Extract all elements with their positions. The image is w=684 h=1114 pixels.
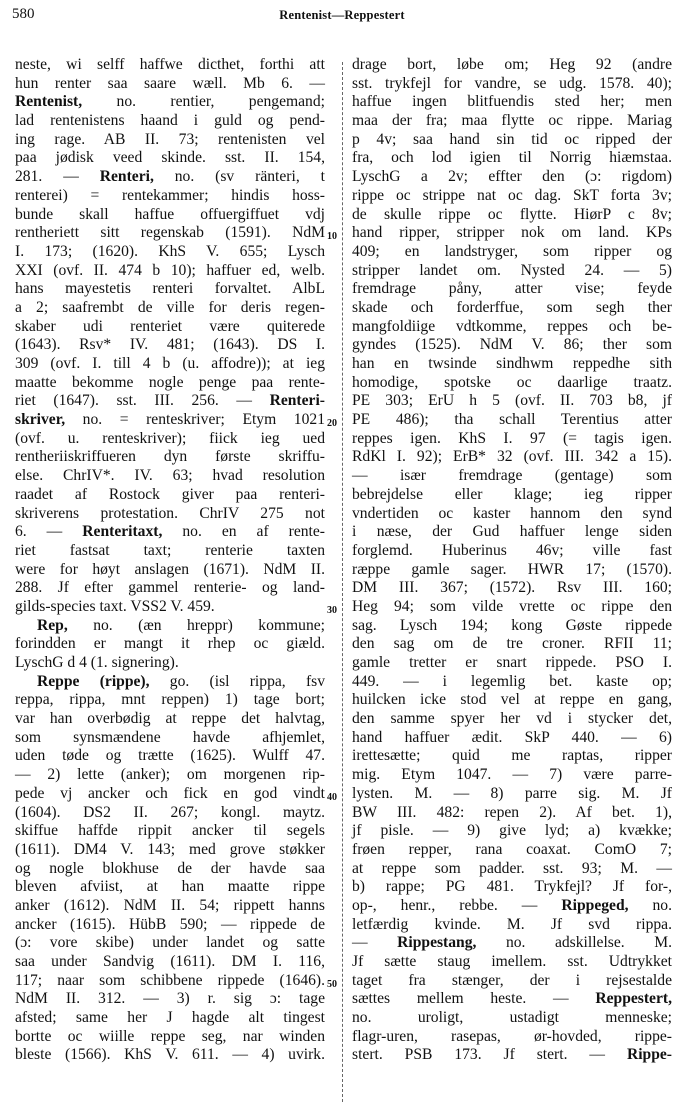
headword: Renteri, bbox=[99, 168, 154, 186]
text-line bbox=[352, 355, 672, 374]
text-line bbox=[15, 785, 325, 804]
text-segment: (ɔ: vore skibe) under landet og satte bbox=[15, 934, 325, 952]
text-line bbox=[15, 990, 325, 1009]
text-segment: bebrejdelse eller klage; ieg ripper bbox=[352, 485, 672, 503]
text-line bbox=[15, 224, 325, 243]
text-line bbox=[15, 1009, 325, 1028]
text-segment: hun renter saa saare wæll. Mb 6. — bbox=[15, 74, 325, 92]
text-line bbox=[352, 579, 672, 598]
text-line bbox=[15, 262, 325, 281]
text-line bbox=[15, 486, 325, 505]
text-segment: mangfoldiige vdtkomme, reppes och be- bbox=[352, 317, 672, 335]
line-number: 10 bbox=[327, 228, 337, 247]
text-segment: i næse, der Gud haffuer lenge siden bbox=[352, 523, 672, 541]
text-line bbox=[15, 766, 325, 785]
text-line bbox=[352, 822, 672, 841]
text-segment: else. ChrIV*. IV. 63; hvad resolution bbox=[15, 467, 325, 485]
text-segment: drage bort, løbe om; Heg 92 (andre bbox=[352, 56, 672, 73]
text-line bbox=[352, 598, 672, 617]
headword: Rentenist, bbox=[15, 93, 83, 111]
text-segment: pede vj ancker och fick en god vindt bbox=[15, 784, 325, 802]
text-line bbox=[15, 467, 325, 486]
text-line bbox=[15, 336, 325, 355]
text-line bbox=[15, 654, 325, 673]
text-segment: og nogle blokhuse de der havde saa bbox=[15, 859, 325, 877]
text-segment: PE 486); tha schall Terentius atter bbox=[352, 411, 672, 429]
text-segment: no. (sv ränteri, t bbox=[153, 168, 325, 186]
text-segment: gamle tretter er snart rippede. PSO I. bbox=[352, 654, 672, 671]
text-segment: 6. — bbox=[15, 523, 83, 541]
text-line bbox=[15, 542, 325, 561]
text-line bbox=[15, 206, 325, 225]
text-line bbox=[15, 710, 325, 729]
text-line bbox=[352, 392, 672, 411]
text-segment: no. (æn hreppr) kommune; bbox=[67, 616, 325, 634]
text-segment: op-, henr., rebbe. — bbox=[352, 896, 562, 914]
text-line bbox=[352, 374, 672, 393]
text-line bbox=[352, 224, 672, 243]
text-segment: bleste (1566). KhS V. 611. — 4) uvirk. bbox=[15, 1046, 325, 1064]
text-segment: maatte bekomme nogle penge paa rente- bbox=[15, 373, 325, 391]
text-segment: haffue ingen blitfuendis sted her; men bbox=[352, 93, 672, 111]
text-segment: rippe oc strippe nat oc dag. SkT forta 3v; bbox=[352, 186, 672, 204]
text-segment: ræppe gamle sager. HWR 17; (1570). bbox=[352, 560, 672, 578]
text-segment: — bbox=[352, 934, 398, 952]
text-segment: reppes igen. KhS I. 97 (= tagis igen. bbox=[352, 429, 672, 447]
text-segment: frøen repper, rana coaxat. ComO 7; bbox=[352, 840, 672, 858]
text-line bbox=[15, 131, 325, 150]
text-line bbox=[15, 635, 325, 654]
text-segment: rentheriett sitt regenskab (1591). NdM bbox=[15, 224, 325, 242]
text-segment: NdM II. 312. — 3) r. sig ɔ: tage bbox=[15, 990, 325, 1008]
line-number: 30 bbox=[327, 602, 337, 621]
text-line bbox=[352, 56, 672, 75]
text-segment: LyschG a 2v; effter den (ɔ: rigdom) bbox=[352, 168, 672, 186]
text-line bbox=[352, 654, 672, 673]
text-line bbox=[352, 336, 672, 355]
column-divider bbox=[342, 62, 343, 1102]
text-line bbox=[352, 523, 672, 542]
text-segment: renterei) = rentekammer; hindis hoss- bbox=[15, 186, 325, 204]
text-segment: letfærdig kvinde. M. Jf svd rippa. bbox=[352, 915, 672, 933]
text-line bbox=[352, 972, 672, 991]
text-segment: ing rage. AB II. 73; rentenisten vel bbox=[15, 130, 325, 148]
text-segment: de skulle rippe oc flytte. HiørP c 8v; bbox=[352, 205, 672, 223]
text-line bbox=[15, 93, 325, 112]
text-segment: no. uroligt, ustadigt menneske; bbox=[352, 1009, 672, 1027]
line-number: 20 bbox=[327, 415, 337, 434]
text-line bbox=[15, 878, 325, 897]
text-line bbox=[15, 168, 325, 187]
text-segment: den samme spyer her vd i stycker det, bbox=[352, 710, 672, 728]
text-line bbox=[15, 579, 325, 598]
text-line bbox=[15, 897, 325, 916]
text-segment: ancker (1615). HübB 590; — rippede de bbox=[15, 915, 325, 933]
text-segment: fra, och lod igien til Norrig hiæmstaa. bbox=[352, 149, 672, 167]
text-segment: paa jødisk veed skinde. sst. II. 154, bbox=[15, 149, 325, 167]
text-segment: lad rentenistens haand i guld og pend- bbox=[15, 112, 325, 130]
text-segment: den sag om de tre croner. RFII 11; bbox=[352, 635, 672, 653]
text-segment: 117; naar som schibbene rippede (1646). bbox=[15, 971, 325, 989]
text-line bbox=[15, 187, 325, 206]
text-segment: huilcken icke stod vel at reppe en gang, bbox=[352, 691, 672, 709]
text-line bbox=[352, 131, 672, 150]
text-segment: 288. Jf efter gammel renterie- og land- bbox=[15, 579, 325, 597]
text-segment: 309 (ovf. I. till 4 b (u. affodre)); at ieg bbox=[15, 355, 325, 372]
text-segment: skriverens protestation. ChrIV 275 not bbox=[15, 504, 325, 522]
headword: skriver, bbox=[15, 411, 66, 429]
text-line bbox=[15, 448, 325, 467]
text-line bbox=[352, 561, 672, 580]
text-segment: reppa, rippa, mnt reppen) 1) tage bort; bbox=[15, 691, 325, 709]
text-segment: (1611). DM4 V. 143; med grove støkker bbox=[15, 840, 325, 858]
text-segment: uden tøde og trætte (1625). Wulff 47. bbox=[15, 747, 325, 765]
text-line bbox=[352, 448, 672, 467]
text-line bbox=[15, 299, 325, 318]
text-segment: DM III. 367; (1572). Rsv III. 160; bbox=[352, 579, 672, 597]
text-line bbox=[15, 804, 325, 823]
text-line bbox=[352, 299, 672, 318]
text-segment: were for høyt anslagen (1671). NdM II. bbox=[15, 560, 325, 578]
text-line bbox=[352, 93, 672, 112]
text-line bbox=[15, 505, 325, 524]
text-segment: no. rentier, pengemand; bbox=[82, 93, 325, 111]
text-line bbox=[352, 505, 672, 524]
text-segment: I. 173; (1620). KhS V. 655; Lysch bbox=[15, 242, 325, 260]
text-line bbox=[15, 617, 325, 636]
text-segment: no. bbox=[628, 896, 673, 914]
text-line bbox=[352, 430, 672, 449]
text-segment: no. adskillelse. M. bbox=[476, 934, 672, 952]
text-segment: sættes mellem heste. — bbox=[352, 990, 596, 1008]
headword: Rippestang, bbox=[397, 934, 477, 952]
text-line bbox=[15, 392, 325, 411]
text-line bbox=[352, 262, 672, 281]
text-segment: raadet af Rostock giver paa renteri- bbox=[15, 485, 325, 503]
text-segment: a 2; saafrembt de ville for deris regen- bbox=[15, 298, 325, 316]
text-line bbox=[352, 280, 672, 299]
text-segment: gyndes (1525). NdM V. 86; ther som bbox=[352, 336, 672, 354]
text-line bbox=[352, 785, 672, 804]
text-segment: homodige, spotske oc daarlige traatz. bbox=[352, 373, 672, 391]
text-line bbox=[15, 953, 325, 972]
text-segment: PE 303; ErU h 5 (ovf. II. 703 b8, jf bbox=[352, 392, 672, 410]
text-line bbox=[352, 710, 672, 729]
text-line bbox=[15, 149, 325, 168]
text-line bbox=[352, 168, 672, 187]
text-segment: taget fra stænger, der i rejsestalde bbox=[352, 971, 672, 989]
text-segment: riet (1647). sst. III. 256. — bbox=[15, 392, 270, 410]
text-segment: go. (isl rippa, fsv bbox=[149, 672, 326, 690]
text-segment: han en twsinde sindhwm reppedhe sith bbox=[352, 355, 672, 372]
text-line bbox=[352, 149, 672, 168]
text-line bbox=[15, 729, 325, 748]
headword: Rippeged, bbox=[561, 896, 629, 914]
text-line bbox=[15, 355, 325, 374]
text-segment: no. = renteskriver; Etym 1021 bbox=[65, 411, 325, 429]
text-line bbox=[352, 729, 672, 748]
text-line bbox=[15, 598, 325, 617]
text-segment: neste, wi selff haffwe dicthet, forthi att bbox=[15, 56, 325, 73]
text-segment: LyschG d 4 (1. signering). bbox=[15, 654, 179, 671]
text-segment: som synsmændene havde afhjemlet, bbox=[15, 728, 325, 746]
text-line bbox=[15, 112, 325, 131]
text-segment: BW III. 482: repen 2). Af bet. 1), bbox=[352, 803, 672, 821]
text-line bbox=[15, 75, 325, 94]
text-line bbox=[352, 206, 672, 225]
text-line bbox=[15, 243, 325, 262]
text-segment: forglemd. Huberinus 46v; ville fast bbox=[352, 541, 672, 559]
text-line bbox=[15, 280, 325, 299]
text-line bbox=[15, 860, 325, 879]
text-segment: skaber udi renteriet være quiterede bbox=[15, 317, 325, 335]
text-segment: jf pisle. — 9) give lyd; a) kvække; bbox=[352, 822, 672, 840]
text-segment: var han overbødig at reppe det halvtag, bbox=[15, 710, 325, 728]
text-line bbox=[352, 953, 672, 972]
headword: Reppestert, bbox=[595, 990, 672, 1008]
text-line bbox=[352, 1046, 672, 1065]
text-segment: forindden er mangt it rhep oc giæld. bbox=[15, 635, 325, 653]
text-segment: maa der fra; maa flytte oc rippe. Mariag bbox=[352, 112, 672, 130]
left-column bbox=[15, 56, 325, 1065]
text-segment: skade och forderffue, som segh ther bbox=[352, 298, 672, 316]
text-segment: (1604). DS2 II. 267; kongl. maytz. bbox=[15, 803, 325, 821]
text-line bbox=[15, 841, 325, 860]
text-segment: bleven afviist, at han maatte rippe bbox=[15, 878, 325, 896]
text-line bbox=[352, 804, 672, 823]
page-number: 580 bbox=[12, 6, 35, 22]
text-line bbox=[352, 318, 672, 337]
text-segment: stripper landet om. Nysted 24. — 5) bbox=[352, 261, 672, 279]
line-number: 50 bbox=[327, 976, 337, 995]
text-line bbox=[352, 411, 672, 430]
text-segment: at reppe som padder. sst. 93; M. — bbox=[352, 859, 672, 877]
text-line bbox=[15, 56, 325, 75]
headword: Renteritaxt, bbox=[82, 523, 163, 541]
text-segment: irettesætte; quid me raptas, ripper bbox=[352, 747, 672, 765]
text-segment: rentheriiskriffueren dyn første skriffu- bbox=[15, 448, 325, 466]
text-segment: hand haffuer ædit. SkP 440. — 6) bbox=[352, 728, 672, 746]
text-line bbox=[15, 916, 325, 935]
text-segment: saa under Sandvig (1611). DM I. 116, bbox=[15, 953, 325, 970]
text-segment: — især fremdrage (gentage) som bbox=[352, 467, 672, 485]
text-segment: XXI (ovf. II. 474 b 10); haffuer ed, welb. bbox=[15, 261, 325, 279]
text-segment: 449. — i legemlig bet. kaste op; bbox=[352, 672, 672, 690]
text-segment: sst. trykfejl for vandre, se udg. 1578. 40); bbox=[352, 74, 672, 92]
text-segment: no. en af rente- bbox=[162, 523, 325, 541]
text-segment: skiffue haffde rippit ancker til segels bbox=[15, 822, 325, 840]
text-segment: afsted; same her J hagde alt tingest bbox=[15, 1009, 325, 1027]
text-line bbox=[352, 635, 672, 654]
text-segment: bunde skall haffue offuergiffuet vdj bbox=[15, 205, 325, 223]
text-segment: b) rappe; PG 481. Trykfejl? Jf for-, bbox=[352, 878, 672, 896]
running-head: Rentenist—Reppestert bbox=[279, 8, 405, 22]
text-line bbox=[15, 561, 325, 580]
text-segment: hand ripper, stripper nok om land. KPs bbox=[352, 224, 672, 242]
text-segment: p 4v; saa hand sin tid oc ripped der bbox=[352, 130, 672, 148]
text-line bbox=[15, 673, 325, 692]
line-number: 40 bbox=[327, 789, 337, 808]
text-line bbox=[352, 747, 672, 766]
text-line bbox=[352, 617, 672, 636]
page-header bbox=[8, 4, 676, 28]
text-line bbox=[352, 860, 672, 879]
text-line bbox=[352, 766, 672, 785]
text-line bbox=[352, 542, 672, 561]
text-line bbox=[352, 897, 672, 916]
text-segment: gilds-species taxt. VSS2 V. 459. bbox=[15, 597, 215, 615]
text-segment: sag. Lysch 194; kong Gøste rippede bbox=[352, 616, 672, 634]
text-segment: Jf sætte staug imellem. sst. Udtrykket bbox=[352, 953, 672, 970]
text-line bbox=[352, 691, 672, 710]
text-line bbox=[352, 841, 672, 860]
text-segment: RdKl I. 92); ErB* 32 (ovf. III. 342 a 15). bbox=[352, 448, 672, 466]
text-line bbox=[15, 523, 325, 542]
text-line bbox=[352, 934, 672, 953]
headword: Rippe- bbox=[626, 1046, 672, 1064]
text-line bbox=[352, 467, 672, 486]
text-segment: (1643). Rsv* IV. 481; (1643). DS I. bbox=[15, 336, 325, 354]
text-line bbox=[15, 430, 325, 449]
headword: Renteri- bbox=[269, 392, 325, 410]
text-line bbox=[15, 822, 325, 841]
text-line bbox=[352, 112, 672, 131]
text-line bbox=[15, 1046, 325, 1065]
text-segment: anker (1612). NdM II. 54; rippett hanns bbox=[15, 896, 325, 914]
text-line bbox=[15, 934, 325, 953]
right-column bbox=[352, 56, 672, 1065]
text-segment: lysten. M. — 8) parre sig. M. Jf bbox=[352, 784, 672, 802]
text-segment: stert. PSB 173. Jf stert. — bbox=[352, 1046, 627, 1064]
text-line bbox=[352, 75, 672, 94]
text-segment: fremdrage påny, atter vise; feyde bbox=[352, 280, 672, 298]
text-line bbox=[15, 747, 325, 766]
headword: Reppe (rippe), bbox=[37, 672, 150, 690]
text-line bbox=[15, 1028, 325, 1047]
text-line bbox=[352, 878, 672, 897]
text-segment: 409; en landstryger, som ripper og bbox=[352, 242, 672, 260]
text-segment: — 2) lette (anker); om morgenen rip- bbox=[15, 766, 325, 784]
text-line bbox=[352, 990, 672, 1009]
text-segment: hans mayestetis renteri forvaltet. AlbL bbox=[15, 280, 325, 298]
text-segment: flagr-uren, rasepas, ør-hovded, rippe- bbox=[352, 1027, 672, 1045]
text-segment: riet fastsat taxt; renterie taxten bbox=[15, 541, 325, 559]
text-line bbox=[15, 318, 325, 337]
text-line bbox=[15, 691, 325, 710]
text-segment: (ovf. u. renteskriver); fiick ieg ued bbox=[15, 429, 325, 447]
text-line bbox=[15, 972, 325, 991]
headword: Rep, bbox=[37, 616, 68, 634]
text-segment: 281. — bbox=[15, 168, 100, 186]
text-line bbox=[352, 916, 672, 935]
text-segment: bortte oc wiille reppe seg, nar winden bbox=[15, 1027, 325, 1045]
text-line bbox=[352, 486, 672, 505]
text-line bbox=[15, 374, 325, 393]
text-line bbox=[352, 243, 672, 262]
text-line bbox=[352, 1009, 672, 1028]
text-line bbox=[352, 187, 672, 206]
text-line bbox=[15, 411, 325, 430]
text-segment: Heg 94; som vilde vrette oc rippe den bbox=[352, 597, 672, 615]
text-segment: vndertiden oc kaster hannom den synd bbox=[352, 504, 672, 522]
text-segment: mig. Etym 1047. — 7) være parre- bbox=[352, 766, 672, 784]
text-line bbox=[352, 673, 672, 692]
text-line bbox=[352, 1028, 672, 1047]
